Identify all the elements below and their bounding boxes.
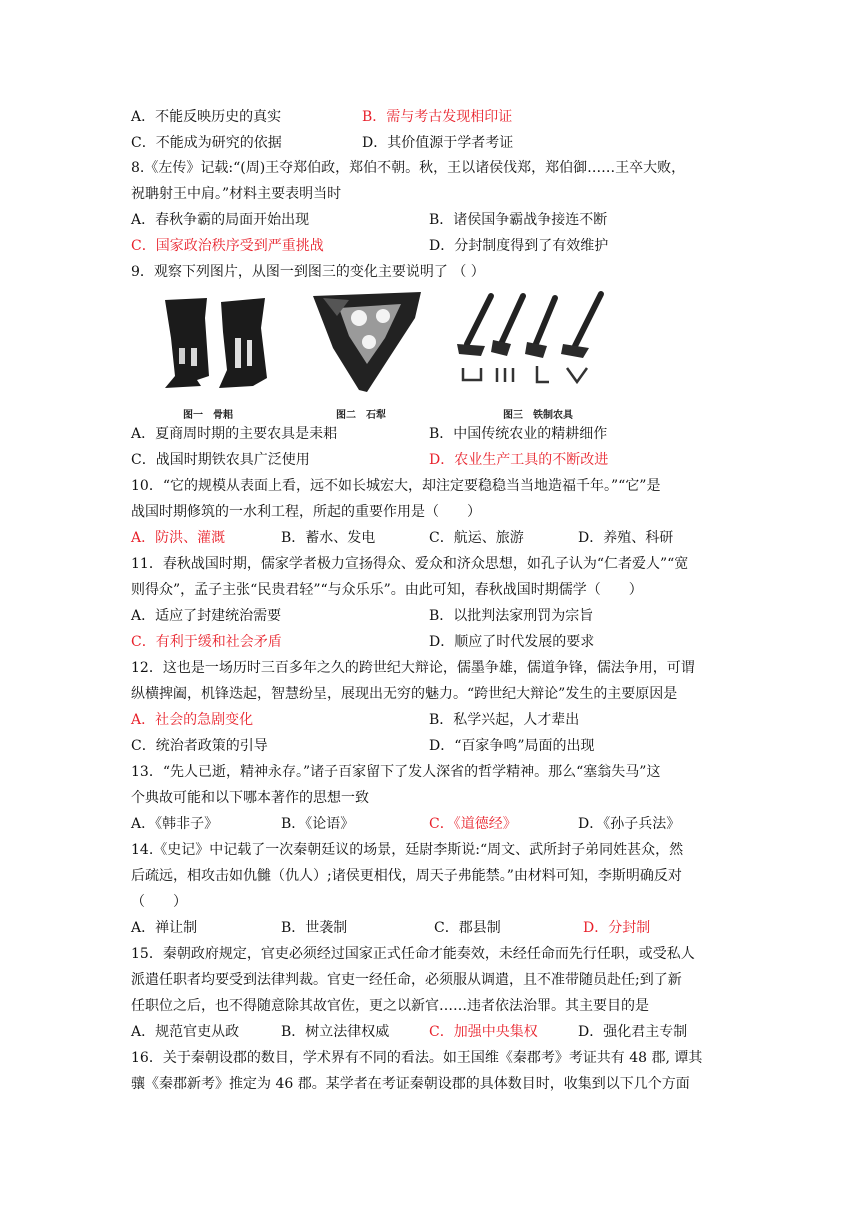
q13-stem-line-1: 13．“先人已逝，精神永存。”诸子百家留下了发人深省的哲学精神。那么“塞翁失马”这 <box>131 764 661 780</box>
q10-option-b: B．蓄水、发电 <box>281 530 376 546</box>
q13-option-c-answer: C．《道德经》 <box>429 816 517 832</box>
q10-stem-line-2: 战国时期修筑的一水利工程，所起的重要作用是（ ） <box>131 504 481 520</box>
q15-option-d: D．强化君主专制 <box>578 1024 688 1040</box>
q12-option-c: C．统治者政策的引导 <box>131 738 268 754</box>
q11-option-d: D．顺应了时代发展的要求 <box>429 634 595 650</box>
iron-tools-image <box>451 288 621 396</box>
q10-stem-line-1: 10．“它的规模从表面上看，远不如长城宏大，却注定要稳稳当当地造福千年。”“它”是 <box>131 478 661 494</box>
q9-option-d-answer: D．农业生产工具的不断改进 <box>429 452 609 468</box>
q15-option-c-answer: C．加强中央集权 <box>429 1024 538 1040</box>
q12-stem-line-2: 纵横捭阖，机锋迭起，智慧纷呈，展现出无穷的魅力。“跨世纪大辩论”发生的主要原因是 <box>131 686 678 702</box>
q8-stem-line-2: 祝聃射王中肩。”材料主要表明当时 <box>131 186 342 202</box>
q10-option-d: D．养殖、科研 <box>578 530 674 546</box>
q15-stem-line-2: 派遣任职者均要受到法律判裁。官吏一经任命，必须服从调遣，且不准带随员赴任;到了新 <box>131 972 682 988</box>
q13-option-d: D．《孙子兵法》 <box>578 816 681 832</box>
q16-stem-line-1: 16．关于秦朝设郡的数目，学术界有不同的看法。如王国维《秦郡考》考证共有 48 郡, 谭其 <box>131 1050 703 1066</box>
q10-option-c: C．航运、旅游 <box>429 530 524 546</box>
q11-stem-line-1: 11．春秋战国时期，儒家学者极力宣扬得众、爱众和济众思想，如孔子认为“仁者爱人”“宽 <box>131 556 689 572</box>
q7-option-b-answer: B．需与考古发现相印证 <box>362 109 513 125</box>
q15-option-a: A．规范官吏从政 <box>131 1024 240 1040</box>
q14-option-b: B．世袭制 <box>281 920 348 936</box>
q9-option-c: C．战国时期铁农具广泛使用 <box>131 452 310 468</box>
q8-option-b: B．诸侯国争霸战争接连不断 <box>429 212 608 228</box>
q11-option-c-answer: C．有利于缓和社会矛盾 <box>131 634 282 650</box>
q14-option-d-answer: D．分封制 <box>583 920 651 936</box>
q13-option-a: A．《韩非子》 <box>131 816 219 832</box>
q8-stem-line-1: 8.《左传》记载:“(周)王夺郑伯政，郑伯不朝。秋，王以诸侯伐郑，郑伯御……王卒大败， <box>131 160 686 176</box>
bone-spade-image <box>157 288 287 396</box>
q7-option-c: C．不能成为研究的依据 <box>131 135 282 151</box>
q14-stem-line-1: 14.《史记》中记载了一次秦朝廷议的场景，廷尉李斯说:“周文、武所封子弟同姓甚众，然 <box>131 842 684 858</box>
q12-option-a-answer: A．社会的急剧变化 <box>131 712 254 728</box>
q7-option-a: A．不能反映历史的真实 <box>131 109 282 125</box>
q9-stem: 9．观察下列图片，从图一到图三的变化主要说明了 （ ） <box>131 264 485 280</box>
q10-option-a-answer: A．防洪、灌溉 <box>131 530 226 546</box>
fig3-caption: 图三 铁制农具 <box>503 410 573 421</box>
q16-stem-line-2: 骧《秦郡新考》推定为 46 郡。某学者在考证秦朝设郡的具体数目时，收集到以下几个方面 <box>131 1076 690 1092</box>
q14-option-c: C．郡县制 <box>434 920 501 936</box>
stone-plough-image <box>309 288 429 396</box>
q12-stem-line-1: 12．这也是一场历时三百多年之久的跨世纪大辩论，儒墨争雄，儒道争锋，儒法争用，可谓 <box>131 660 695 676</box>
q8-option-a: A．春秋争霸的局面开始出现 <box>131 212 310 228</box>
q13-stem-line-2: 个典故可能和以下哪本著作的思想一致 <box>131 790 369 806</box>
q15-option-b: B．树立法律权威 <box>281 1024 390 1040</box>
q9-option-a: A．夏商周时期的主要农具是耒耜 <box>131 426 338 442</box>
q14-stem-line-2: 后疏远，相攻击如仇雠（仇人）;诸侯更相伐，周天子弗能禁。”由材料可知，李斯明确反对 <box>131 868 682 884</box>
q15-stem-line-1: 15．秦朝政府规定，官吏必须经过国家正式任命才能奏效，未经任命而先行任职，或受私人 <box>131 946 695 962</box>
q9-figures <box>131 288 731 426</box>
fig2-caption: 图二 石犁 <box>336 410 386 421</box>
q11-stem-line-2: 则得众”，孟子主张“民贵君轻”“与众乐乐”。由此可知，春秋战国时期儒学（ ） <box>131 582 643 598</box>
q11-option-b: B．以批判法家刑罚为宗旨 <box>429 608 594 624</box>
q15-stem-line-3: 任职位之后，也不得随意除其故官佐，更之以新官……违者依法治罪。其主要目的是 <box>131 998 649 1014</box>
q12-option-d: D．“百家争鸣”局面的出现 <box>429 738 595 754</box>
q12-option-b: B．私学兴起，人才辈出 <box>429 712 580 728</box>
q14-option-a: A．禅让制 <box>131 920 198 936</box>
q11-option-a: A．适应了封建统治需要 <box>131 608 282 624</box>
q8-option-d: D．分封制度得到了有效维护 <box>429 238 609 254</box>
q9-option-b: B．中国传统农业的精耕细作 <box>429 426 608 442</box>
q7-option-d: D．其价值源于学者考证 <box>362 135 514 151</box>
q13-option-b: B．《论语》 <box>281 816 355 832</box>
fig1-caption: 图一 骨耜 <box>183 410 233 421</box>
q14-stem-line-3: （ ） <box>131 894 187 910</box>
q8-option-c-answer: C．国家政治秩序受到严重挑战 <box>131 238 324 254</box>
